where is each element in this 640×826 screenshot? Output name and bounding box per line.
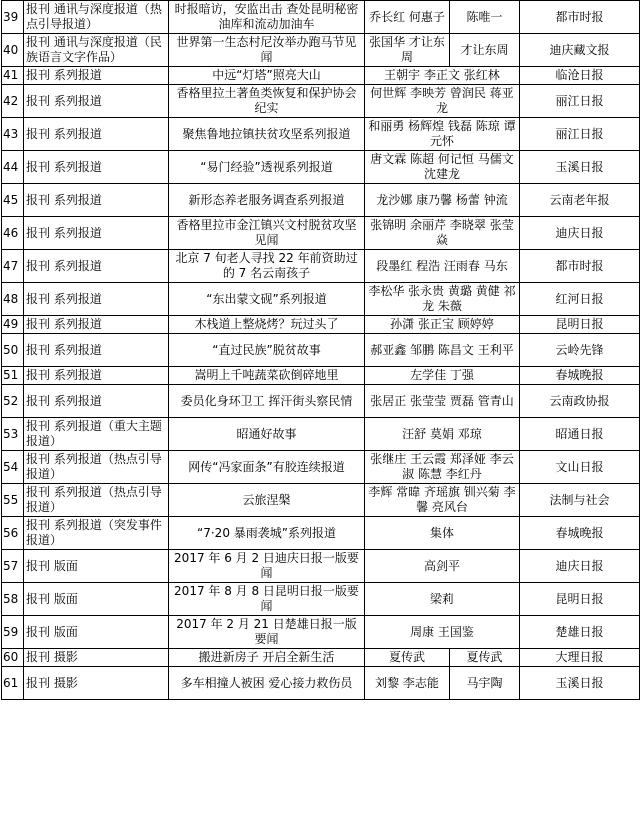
authors: 张继庄 王云霞 郑泽娅 李云淑 陈慧 李红丹 bbox=[365, 451, 520, 484]
work-title: 2017 年 6 月 2 日迪庆日报一版要闻 bbox=[169, 550, 365, 583]
row-number: 45 bbox=[2, 184, 24, 217]
authors: 张锦明 余丽芹 李晓翠 张莹焱 bbox=[365, 217, 520, 250]
work-title: 时报暗访，安监出击 查处昆明秘密油库和流动加油车 bbox=[169, 1, 365, 34]
award-category: 报刊 系列报道 bbox=[24, 67, 169, 85]
award-category: 报刊 系列报道（热点引导报道） bbox=[24, 451, 169, 484]
publisher: 丽江日报 bbox=[520, 85, 640, 118]
row-number: 54 bbox=[2, 451, 24, 484]
authors: 李松华 张永贵 黄璐 黄健 祁龙 朱薇 bbox=[365, 283, 520, 316]
row-number: 51 bbox=[2, 367, 24, 385]
publisher: 迪庆日报 bbox=[520, 217, 640, 250]
work-title: 香格里拉土著鱼类恢复和保护协会纪实 bbox=[169, 85, 365, 118]
editor: 才让东周 bbox=[450, 34, 520, 67]
publisher: 昭通日报 bbox=[520, 418, 640, 451]
publisher: 丽江日报 bbox=[520, 118, 640, 151]
table-row bbox=[2, 283, 640, 316]
table-row bbox=[2, 517, 640, 550]
work-title: 中远“灯塔”照亮大山 bbox=[169, 67, 365, 85]
publisher: 玉溪日报 bbox=[520, 667, 640, 700]
table-row bbox=[2, 151, 640, 184]
authors: 唐文霖 陈超 何记恒 马儒文 沈建龙 bbox=[365, 151, 520, 184]
table-row bbox=[2, 85, 640, 118]
publisher: 红河日报 bbox=[520, 283, 640, 316]
work-title: “东出蒙文砚”系列报道 bbox=[169, 283, 365, 316]
publisher: 春城晚报 bbox=[520, 517, 640, 550]
publisher: 云南政协报 bbox=[520, 385, 640, 418]
row-number: 60 bbox=[2, 649, 24, 667]
table-row bbox=[2, 418, 640, 451]
table-row bbox=[2, 184, 640, 217]
award-category: 报刊 通讯与深度报道（民族语言文字作品） bbox=[24, 34, 169, 67]
award-category: 报刊 系列报道 bbox=[24, 118, 169, 151]
work-title: 多车相撞人被困 爱心接力救伤员 bbox=[169, 667, 365, 700]
table-row bbox=[2, 385, 640, 418]
authors: 和丽勇 杨辉煌 钱磊 陈琼 谭元怀 bbox=[365, 118, 520, 151]
work-title: 搬进新房子 开启全新生活 bbox=[169, 649, 365, 667]
table-row bbox=[2, 217, 640, 250]
work-title: 2017 年 8 月 8 日昆明日报一版要闻 bbox=[169, 583, 365, 616]
authors: 孙潇 张正宝 顾婷婷 bbox=[365, 316, 520, 334]
authors: 何世辉 李映芳 曾润民 蒋亚龙 bbox=[365, 85, 520, 118]
row-number: 61 bbox=[2, 667, 24, 700]
publisher: 春城晚报 bbox=[520, 367, 640, 385]
award-category: 报刊 系列报道（热点引导报道） bbox=[24, 484, 169, 517]
table-row bbox=[2, 118, 640, 151]
row-number: 48 bbox=[2, 283, 24, 316]
award-category: 报刊 系列报道 bbox=[24, 316, 169, 334]
award-category: 报刊 系列报道 bbox=[24, 283, 169, 316]
authors: 高剑平 bbox=[365, 550, 520, 583]
table-row bbox=[2, 550, 640, 583]
table-row bbox=[2, 250, 640, 283]
table-row bbox=[2, 484, 640, 517]
publisher: 昆明日报 bbox=[520, 316, 640, 334]
row-number: 53 bbox=[2, 418, 24, 451]
work-title: 新形态养老服务调查系列报道 bbox=[169, 184, 365, 217]
publisher: 玉溪日报 bbox=[520, 151, 640, 184]
award-category: 报刊 版面 bbox=[24, 583, 169, 616]
table-row bbox=[2, 583, 640, 616]
award-category: 报刊 系列报道 bbox=[24, 334, 169, 367]
award-category: 报刊 系列报道（突发事件报道） bbox=[24, 517, 169, 550]
table-row bbox=[2, 316, 640, 334]
editor: 陈唯一 bbox=[450, 1, 520, 34]
publisher: 都市时报 bbox=[520, 250, 640, 283]
work-title: 嵩明上千吨蔬菜砍倒碎地里 bbox=[169, 367, 365, 385]
award-category: 报刊 系列报道 bbox=[24, 184, 169, 217]
work-title: 北京 7 旬老人寻找 22 年前资助过的 7 名云南孩子 bbox=[169, 250, 365, 283]
row-number: 56 bbox=[2, 517, 24, 550]
authors: 梁莉 bbox=[365, 583, 520, 616]
work-title: “易门经验”透视系列报道 bbox=[169, 151, 365, 184]
publisher: 云南老年报 bbox=[520, 184, 640, 217]
row-number: 57 bbox=[2, 550, 24, 583]
publisher: 迪庆日报 bbox=[520, 550, 640, 583]
row-number: 41 bbox=[2, 67, 24, 85]
publisher: 云岭先锋 bbox=[520, 334, 640, 367]
row-number: 55 bbox=[2, 484, 24, 517]
award-category: 报刊 系列报道 bbox=[24, 151, 169, 184]
authors: 张居正 张莹莹 贾磊 管青山 bbox=[365, 385, 520, 418]
row-number: 47 bbox=[2, 250, 24, 283]
awards-table bbox=[1, 0, 640, 700]
work-title: “7·20 暴雨袭城”系列报道 bbox=[169, 517, 365, 550]
row-number: 40 bbox=[2, 34, 24, 67]
publisher: 临沧日报 bbox=[520, 67, 640, 85]
work-title: 聚焦鲁地拉镇扶贫攻坚系列报道 bbox=[169, 118, 365, 151]
award-category: 报刊 摄影 bbox=[24, 667, 169, 700]
row-number: 39 bbox=[2, 1, 24, 34]
award-category: 报刊 系列报道（重大主题报道） bbox=[24, 418, 169, 451]
table-row bbox=[2, 1, 640, 34]
work-title: 委员化身环卫工 挥汗街头察民情 bbox=[169, 385, 365, 418]
table-row bbox=[2, 67, 640, 85]
publisher: 楚雄日报 bbox=[520, 616, 640, 649]
author: 乔长红 何惠子 bbox=[365, 1, 450, 34]
table-row bbox=[2, 34, 640, 67]
award-category: 报刊 通讯与深度报道（热点引导报道） bbox=[24, 1, 169, 34]
award-category: 报刊 系列报道 bbox=[24, 217, 169, 250]
publisher: 文山日报 bbox=[520, 451, 640, 484]
row-number: 49 bbox=[2, 316, 24, 334]
table-row bbox=[2, 367, 640, 385]
row-number: 58 bbox=[2, 583, 24, 616]
authors: 段墨红 程浩 汪雨春 马东 bbox=[365, 250, 520, 283]
work-title: 香格里拉市金江镇兴文村脱贫攻坚见闻 bbox=[169, 217, 365, 250]
authors: 汪舒 莫娟 邓琼 bbox=[365, 418, 520, 451]
publisher: 法制与社会 bbox=[520, 484, 640, 517]
award-category: 报刊 摄影 bbox=[24, 649, 169, 667]
work-title: 云旅涅槃 bbox=[169, 484, 365, 517]
award-category: 报刊 系列报道 bbox=[24, 367, 169, 385]
authors: 左学佳 丁强 bbox=[365, 367, 520, 385]
work-title: 2017 年 2 月 21 日楚雄日报一版要闻 bbox=[169, 616, 365, 649]
table-row bbox=[2, 616, 640, 649]
editor: 马宇陶 bbox=[450, 667, 520, 700]
author: 张国华 才让东周 bbox=[365, 34, 450, 67]
editor: 夏传武 bbox=[450, 649, 520, 667]
authors: 李辉 常暐 齐瑶旗 钏兴菊 李馨 亮风台 bbox=[365, 484, 520, 517]
row-number: 44 bbox=[2, 151, 24, 184]
row-number: 50 bbox=[2, 334, 24, 367]
award-category: 报刊 版面 bbox=[24, 616, 169, 649]
authors: 郝亚鑫 邹鹏 陈昌文 王利平 bbox=[365, 334, 520, 367]
row-number: 46 bbox=[2, 217, 24, 250]
authors: 集体 bbox=[365, 517, 520, 550]
publisher: 昆明日报 bbox=[520, 583, 640, 616]
work-title: 网传“冯家面条”有胶连续报道 bbox=[169, 451, 365, 484]
authors: 周康 王国鉴 bbox=[365, 616, 520, 649]
table-row bbox=[2, 667, 640, 700]
author: 夏传武 bbox=[365, 649, 450, 667]
publisher: 大理日报 bbox=[520, 649, 640, 667]
award-category: 报刊 版面 bbox=[24, 550, 169, 583]
row-number: 52 bbox=[2, 385, 24, 418]
row-number: 59 bbox=[2, 616, 24, 649]
work-title: 世界第一生态村尼汝举办跑马节见闻 bbox=[169, 34, 365, 67]
table-row bbox=[2, 451, 640, 484]
award-category: 报刊 系列报道 bbox=[24, 250, 169, 283]
row-number: 43 bbox=[2, 118, 24, 151]
award-category: 报刊 系列报道 bbox=[24, 385, 169, 418]
authors: 王朝宇 李正文 张红林 bbox=[365, 67, 520, 85]
table-row bbox=[2, 649, 640, 667]
authors: 龙沙娜 康乃馨 杨蕾 钟流 bbox=[365, 184, 520, 217]
table-row bbox=[2, 334, 640, 367]
award-category: 报刊 系列报道 bbox=[24, 85, 169, 118]
work-title: “直过民族”脱贫故事 bbox=[169, 334, 365, 367]
row-number: 42 bbox=[2, 85, 24, 118]
work-title: 木栈道上整烧烤？玩过头了 bbox=[169, 316, 365, 334]
work-title: 昭通好故事 bbox=[169, 418, 365, 451]
publisher: 都市时报 bbox=[520, 1, 640, 34]
author: 刘黎 李志能 bbox=[365, 667, 450, 700]
publisher: 迪庆藏文报 bbox=[520, 34, 640, 67]
